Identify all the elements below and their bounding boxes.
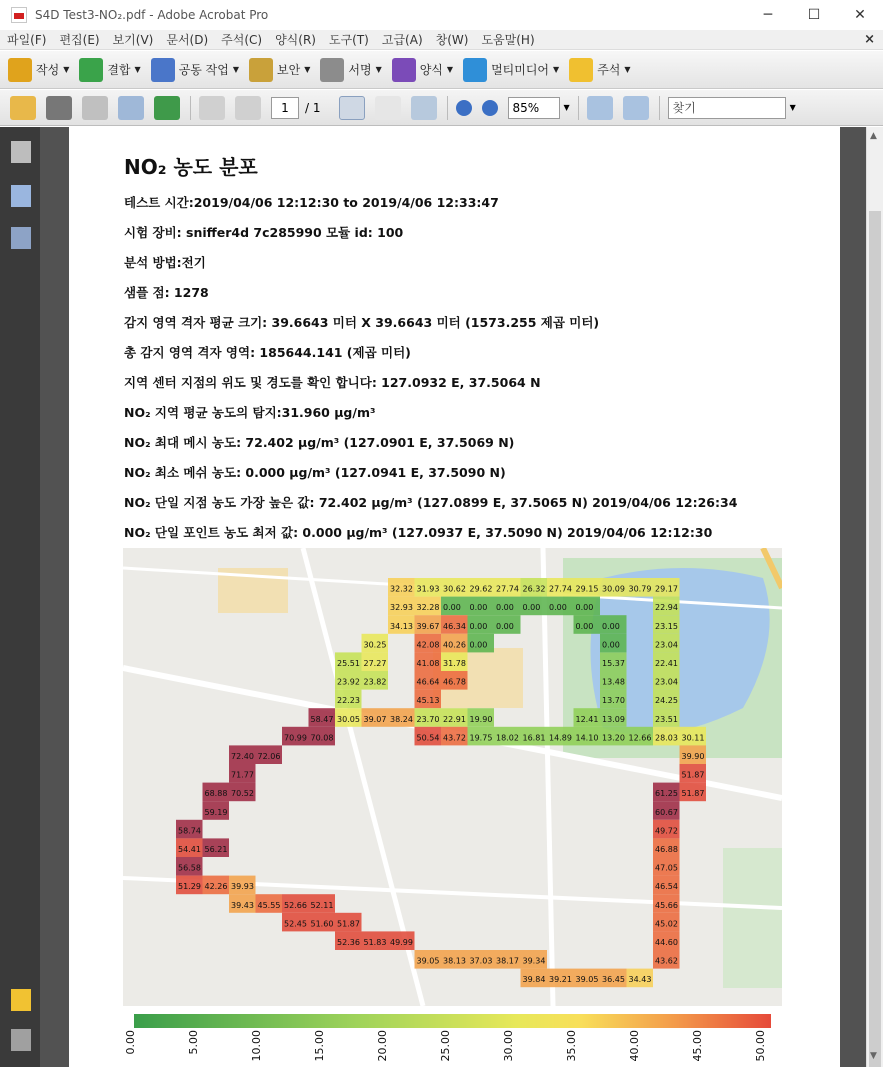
heatmap-cell-value: 0.00 bbox=[496, 621, 514, 631]
heatmap-cell-value: 12.41 bbox=[575, 714, 599, 724]
heatmap-cell-value: 45.13 bbox=[416, 696, 440, 706]
heatmap-cell-value: 70.99 bbox=[284, 733, 307, 743]
heatmap-cell-value: 58.47 bbox=[310, 714, 334, 724]
page-heading: NO₂ 농도 분포 bbox=[124, 155, 258, 179]
heatmap-cell-value: 13.48 bbox=[602, 677, 625, 687]
heatmap-cell-value: 34.13 bbox=[390, 621, 413, 631]
heatmap-cell-value: 50.54 bbox=[416, 733, 440, 743]
heatmap-cell-value: 39.84 bbox=[522, 975, 546, 985]
print-icon[interactable] bbox=[46, 96, 72, 120]
colorbar-label-40: 40.00 bbox=[628, 1030, 641, 1062]
menu-file[interactable]: 파일(F) bbox=[7, 33, 47, 47]
heatmap-cell-value: 46.78 bbox=[443, 677, 466, 687]
zoom-level-select[interactable]: 85% bbox=[508, 97, 560, 119]
heatmap-cell-value: 0.00 bbox=[549, 603, 567, 613]
heatmap-cell-value: 36.45 bbox=[602, 975, 625, 985]
heatmap-cell-value: 15.37 bbox=[602, 659, 625, 668]
heatmap-cell-value: 43.72 bbox=[443, 733, 466, 743]
heatmap-cell-value: 14.10 bbox=[575, 733, 599, 743]
menu-comments[interactable]: 주석(C) bbox=[221, 33, 263, 47]
vertical-scrollbar[interactable] bbox=[866, 127, 883, 1067]
find-input[interactable]: 찾기 bbox=[668, 97, 786, 119]
heatmap-cell-value: 31.78 bbox=[443, 659, 466, 668]
average-line: NO₂ 지역 평균 농도의 탐지:31.960 μg/m³ bbox=[124, 405, 376, 420]
sign-button[interactable]: 서명 ▼ bbox=[320, 58, 381, 82]
form-icon bbox=[392, 58, 416, 82]
heatmap-cell-value: 40.26 bbox=[443, 640, 466, 650]
heatmap-cell-value: 16.81 bbox=[522, 733, 546, 743]
heatmap-cell-value: 18.02 bbox=[496, 733, 519, 743]
page-number-input[interactable]: 1 bbox=[271, 97, 299, 119]
menu-window[interactable]: 창(W) bbox=[435, 33, 469, 47]
heatmap-cell-value: 42.08 bbox=[416, 640, 440, 650]
window-titlebar bbox=[0, 0, 883, 30]
heatmap-cell-value: 41.08 bbox=[416, 659, 440, 668]
heatmap-cell-value: 71.77 bbox=[231, 770, 254, 780]
pen-icon bbox=[320, 58, 344, 82]
heatmap-cell-value: 23.82 bbox=[363, 677, 387, 687]
heatmap-cell-value: 59.19 bbox=[204, 807, 228, 817]
heatmap-cell-value: 23.51 bbox=[655, 714, 678, 724]
heatmap-cell-value: 14.89 bbox=[549, 733, 572, 743]
close-document-button[interactable]: × bbox=[864, 32, 875, 47]
heatmap-cell-value: 27.27 bbox=[363, 659, 387, 668]
navigation-pane bbox=[0, 127, 40, 1067]
colorbar-label-0: 0.00 bbox=[124, 1030, 137, 1055]
heatmap-cell-value: 38.17 bbox=[496, 956, 519, 966]
scrollbar-thumb[interactable] bbox=[869, 211, 881, 1067]
heatmap-cell-value: 23.70 bbox=[416, 714, 440, 724]
window-title: S4D Test3-NO₂.pdf - Adobe Acrobat Pro bbox=[35, 8, 269, 22]
heatmap-cell-value: 44.60 bbox=[655, 938, 678, 947]
open-folder-icon[interactable] bbox=[10, 96, 36, 120]
menu-forms[interactable]: 양식(R) bbox=[275, 33, 316, 47]
heatmap-cell-value: 32.93 bbox=[390, 603, 413, 613]
scroll-up-icon[interactable]: ▲ bbox=[870, 131, 877, 141]
colorbar-label-35: 35.00 bbox=[565, 1030, 578, 1062]
heatmap-cell-value: 45.66 bbox=[655, 900, 678, 910]
fit-width-icon[interactable] bbox=[587, 96, 613, 120]
heatmap-cell-value: 52.36 bbox=[337, 938, 360, 947]
max-point-line: NO₂ 단일 지점 농도 가장 높은 값: 72.402 μg/m³ (127.0899 E, 37.5065 N) 2019/04/06 12:26:34 bbox=[124, 495, 738, 510]
colorbar-label-10: 10.00 bbox=[250, 1030, 263, 1062]
full-screen-icon[interactable] bbox=[623, 96, 649, 120]
heatmap-cell-value: 37.03 bbox=[469, 956, 493, 966]
heatmap-cell-value: 46.34 bbox=[443, 621, 466, 631]
heatmap-cell-value: 45.55 bbox=[257, 900, 281, 910]
chevron-down-icon[interactable]: ▼ bbox=[563, 103, 570, 112]
heatmap-cell-value: 29.17 bbox=[655, 584, 678, 594]
heatmap-cell-value: 0.00 bbox=[469, 603, 488, 613]
heatmap-cell-value: 52.45 bbox=[284, 919, 307, 929]
heatmap-cell-value: 49.99 bbox=[390, 938, 413, 947]
main-toolbar bbox=[0, 90, 883, 126]
heatmap-cell-value: 39.93 bbox=[231, 882, 254, 892]
heatmap-cell-value: 38.13 bbox=[443, 956, 466, 966]
bookmarks-icon[interactable] bbox=[11, 185, 31, 207]
forms-button[interactable]: 양식 ▼ bbox=[392, 58, 453, 82]
menu-edit[interactable]: 편집(E) bbox=[59, 33, 100, 47]
heatmap-cell-value: 0.00 bbox=[602, 621, 620, 631]
test-time-line: 테스트 시간:2019/04/06 12:12:30 to 2019/4/06 12:33:47 bbox=[124, 195, 499, 210]
center-line: 지역 센터 지점의 위도 및 경도를 확인 합니다: 127.0932 E, 37.5064 N bbox=[124, 375, 541, 390]
heatmap-cell-value: 23.92 bbox=[337, 677, 360, 687]
heatmap-cell-value: 52.66 bbox=[284, 900, 307, 910]
device-line: 시험 장비: sniffer4d 7c285990 모듈 id: 100 bbox=[124, 225, 404, 240]
heatmap-cell-value: 58.74 bbox=[178, 826, 201, 836]
heatmap-cell-value: 27.74 bbox=[496, 584, 519, 594]
heatmap-cell-value: 60.67 bbox=[655, 807, 678, 817]
next-page-icon[interactable] bbox=[235, 96, 261, 120]
heatmap-cell-value: 34.43 bbox=[628, 975, 652, 985]
heatmap-cell-value: 19.75 bbox=[469, 733, 493, 743]
colorbar-label-15: 15.00 bbox=[313, 1030, 326, 1062]
heatmap-cell-value: 23.04 bbox=[655, 677, 678, 687]
heatmap-cell-value: 39.05 bbox=[416, 956, 440, 966]
heatmap-map bbox=[123, 548, 782, 1006]
collaborate-button[interactable]: 공동 작업 ▼ bbox=[151, 58, 239, 82]
heatmap-cell-value: 39.43 bbox=[231, 900, 254, 910]
heatmap-cell-value: 39.21 bbox=[549, 975, 572, 985]
heatmap-cell-value: 30.25 bbox=[363, 640, 387, 650]
signatures-icon[interactable] bbox=[11, 227, 31, 249]
heatmap-cell-value: 13.20 bbox=[602, 733, 625, 743]
heatmap-cell-value: 70.08 bbox=[310, 733, 334, 743]
menu-tools[interactable]: 도구(T) bbox=[328, 33, 369, 47]
heatmap-cell-value: 25.51 bbox=[337, 659, 360, 668]
previous-page-icon[interactable] bbox=[199, 96, 225, 120]
heatmap-cell-value: 0.00 bbox=[469, 621, 488, 631]
heatmap-cell-value: 56.21 bbox=[204, 845, 228, 854]
heatmap-cell-value: 32.32 bbox=[390, 584, 413, 594]
heatmap-cell-value: 70.52 bbox=[231, 789, 254, 799]
heatmap-cell-value: 51.60 bbox=[310, 919, 334, 929]
heatmap-cell-value: 27.74 bbox=[549, 584, 572, 594]
minimize-button[interactable]: ─ bbox=[763, 7, 773, 23]
heatmap-cell-value: 47.05 bbox=[655, 863, 678, 873]
method-line: 분석 방법:전기 bbox=[124, 255, 206, 270]
colorbar-label-5: 5.00 bbox=[187, 1030, 200, 1055]
heatmap-cell-value: 42.26 bbox=[204, 882, 228, 892]
heatmap-cell-value: 29.62 bbox=[469, 584, 493, 594]
create-button[interactable]: 작성 ▼ bbox=[8, 58, 69, 82]
comment-button[interactable]: 주석 ▼ bbox=[569, 58, 630, 82]
menu-bar bbox=[0, 30, 883, 50]
menu-help[interactable]: 도움말(H) bbox=[481, 33, 535, 47]
heatmap-cell-value: 24.25 bbox=[655, 696, 678, 706]
save-icon[interactable] bbox=[82, 96, 108, 120]
heatmap-cell-value: 39.67 bbox=[416, 621, 440, 631]
heatmap-cell-value: 13.09 bbox=[602, 714, 625, 724]
create-icon bbox=[8, 58, 32, 82]
heatmap-cell-value: 31.93 bbox=[416, 584, 440, 594]
colorbar-label-20: 20.00 bbox=[376, 1030, 389, 1062]
heatmap-cell-value: 39.07 bbox=[363, 714, 387, 724]
heatmap-cell-value: 52.11 bbox=[310, 900, 334, 910]
menu-advanced[interactable]: 고급(A) bbox=[381, 33, 423, 47]
heatmap-cell-value: 51.29 bbox=[178, 882, 201, 892]
sample-line: 샘플 점: 1278 bbox=[124, 285, 209, 300]
pages-icon[interactable] bbox=[11, 141, 31, 163]
grid-area-line: 총 감지 영역 격자 영역: 185644.141 (제곱 미터) bbox=[124, 345, 411, 360]
close-window-button[interactable]: ✕ bbox=[854, 7, 866, 23]
heatmap-cell-value: 22.23 bbox=[337, 696, 360, 706]
maximize-button[interactable]: ☐ bbox=[807, 7, 821, 23]
heatmap-cells bbox=[123, 548, 782, 1006]
collaborate-icon bbox=[151, 58, 175, 82]
comments-list-icon[interactable] bbox=[11, 989, 31, 1011]
heatmap-cell-value: 39.90 bbox=[681, 752, 705, 761]
heatmap-cell-value: 46.88 bbox=[655, 845, 678, 854]
heatmap-cell-value: 54.41 bbox=[178, 845, 201, 854]
select-text-cursor-icon[interactable] bbox=[339, 96, 365, 120]
hand-tool-icon[interactable] bbox=[375, 96, 401, 120]
comment-icon bbox=[569, 58, 593, 82]
colorbar bbox=[134, 1014, 771, 1028]
heatmap-cell-value: 0.00 bbox=[496, 603, 514, 613]
heatmap-cell-value: 51.87 bbox=[681, 770, 705, 780]
heatmap-cell-value: 23.04 bbox=[655, 640, 678, 650]
secure-button[interactable]: 보안 ▼ bbox=[249, 58, 310, 82]
heatmap-cell-value: 51.87 bbox=[681, 789, 705, 799]
min-mesh-line: NO₂ 최소 메쉬 농도: 0.000 μg/m³ (127.0941 E, 37.5090 N) bbox=[124, 465, 506, 480]
email-icon[interactable] bbox=[118, 96, 144, 120]
colorbar-label-45: 45.00 bbox=[691, 1030, 704, 1062]
min-point-line: NO₂ 단일 포인트 농도 최저 값: 0.000 μg/m³ (127.0937 E, 37.5090 N) 2019/04/06 12:12:30 bbox=[124, 525, 713, 540]
menu-view[interactable]: 보기(V) bbox=[112, 33, 154, 47]
pdf-file-icon bbox=[11, 7, 27, 23]
heatmap-cell-value: 43.62 bbox=[655, 956, 678, 966]
heatmap-cell-value: 22.41 bbox=[655, 659, 678, 668]
heatmap-cell-value: 30.05 bbox=[337, 714, 360, 724]
heatmap-cell-value: 23.15 bbox=[655, 621, 678, 631]
heatmap-cell-value: 45.02 bbox=[655, 919, 678, 929]
multimedia-icon bbox=[463, 58, 487, 82]
heatmap-cell-value: 30.79 bbox=[628, 584, 652, 594]
heatmap-cell-value: 26.32 bbox=[522, 584, 546, 594]
lock-icon bbox=[249, 58, 273, 82]
heatmap-cell-value: 30.11 bbox=[681, 733, 705, 743]
heatmap-cell-value: 0.00 bbox=[469, 640, 488, 650]
heatmap-cell-value: 32.28 bbox=[416, 603, 440, 613]
heatmap-cell-value: 72.40 bbox=[231, 752, 254, 761]
heatmap-cell-value: 39.34 bbox=[522, 956, 546, 966]
marquee-zoom-icon[interactable] bbox=[411, 96, 437, 120]
heatmap-cell-value: 38.24 bbox=[390, 714, 413, 724]
heatmap-cell-value: 46.64 bbox=[416, 677, 440, 687]
zoom-out-icon[interactable] bbox=[456, 100, 472, 116]
heatmap-cell-value: 56.58 bbox=[178, 863, 201, 873]
grid-size-line: 감지 영역 격자 평균 크기: 39.6643 미터 X 39.6643 미터 (1573.255 제곱 미터) bbox=[124, 315, 600, 330]
colorbar-label-30: 30.00 bbox=[502, 1030, 515, 1062]
heatmap-cell-value: 22.94 bbox=[655, 603, 678, 613]
heatmap-cell-value: 49.72 bbox=[655, 826, 678, 836]
heatmap-cell-value: 0.00 bbox=[443, 603, 461, 613]
heatmap-cell-value: 51.87 bbox=[337, 919, 360, 929]
heatmap-cell-value: 0.00 bbox=[575, 603, 594, 613]
heatmap-cell-value: 22.91 bbox=[443, 714, 466, 724]
heatmap-cell-value: 68.88 bbox=[204, 789, 228, 799]
colorbar-label-25: 25.00 bbox=[439, 1030, 452, 1062]
combine-button[interactable]: 결합 ▼ bbox=[79, 58, 140, 82]
heatmap-cell-value: 28.03 bbox=[655, 733, 678, 743]
heatmap-cell-value: 30.09 bbox=[602, 584, 625, 594]
scroll-down-icon[interactable]: ▼ bbox=[870, 1051, 877, 1061]
heatmap-cell-value: 39.05 bbox=[575, 975, 599, 985]
combine-icon bbox=[79, 58, 103, 82]
task-toolbar bbox=[0, 51, 883, 89]
heatmap-cell-value: 30.62 bbox=[443, 584, 466, 594]
heatmap-cell-value: 51.83 bbox=[363, 938, 387, 947]
heatmap-cell-value: 19.90 bbox=[469, 714, 493, 724]
heatmap-cell-value: 46.54 bbox=[655, 882, 678, 892]
attachment-icon[interactable] bbox=[11, 1029, 31, 1051]
heatmap-cell-value: 0.00 bbox=[602, 640, 620, 650]
zoom-in-icon[interactable] bbox=[482, 100, 498, 116]
heatmap-cell-value: 29.15 bbox=[575, 584, 599, 594]
colorbar-label-50: 50.00 bbox=[754, 1030, 767, 1062]
menu-document[interactable]: 문서(D) bbox=[166, 33, 209, 47]
heatmap-cell-value: 61.25 bbox=[655, 789, 678, 799]
heatmap-cell-value: 0.00 bbox=[575, 621, 594, 631]
heatmap-cell-value: 72.06 bbox=[257, 752, 281, 761]
page-total: / 1 bbox=[305, 100, 321, 115]
heatmap-cell-value: 13.70 bbox=[602, 696, 625, 706]
heatmap-cell-value: 12.66 bbox=[628, 733, 652, 743]
web-upload-icon[interactable] bbox=[154, 96, 180, 120]
multimedia-button[interactable]: 멀티미디어 ▼ bbox=[463, 58, 559, 82]
heatmap-cell-value: 0.00 bbox=[522, 603, 541, 613]
max-mesh-line: NO₂ 최대 메시 농도: 72.402 μg/m³ (127.0901 E, 37.5069 N) bbox=[124, 435, 515, 450]
find-options-chevron-icon[interactable]: ▼ bbox=[789, 103, 796, 112]
